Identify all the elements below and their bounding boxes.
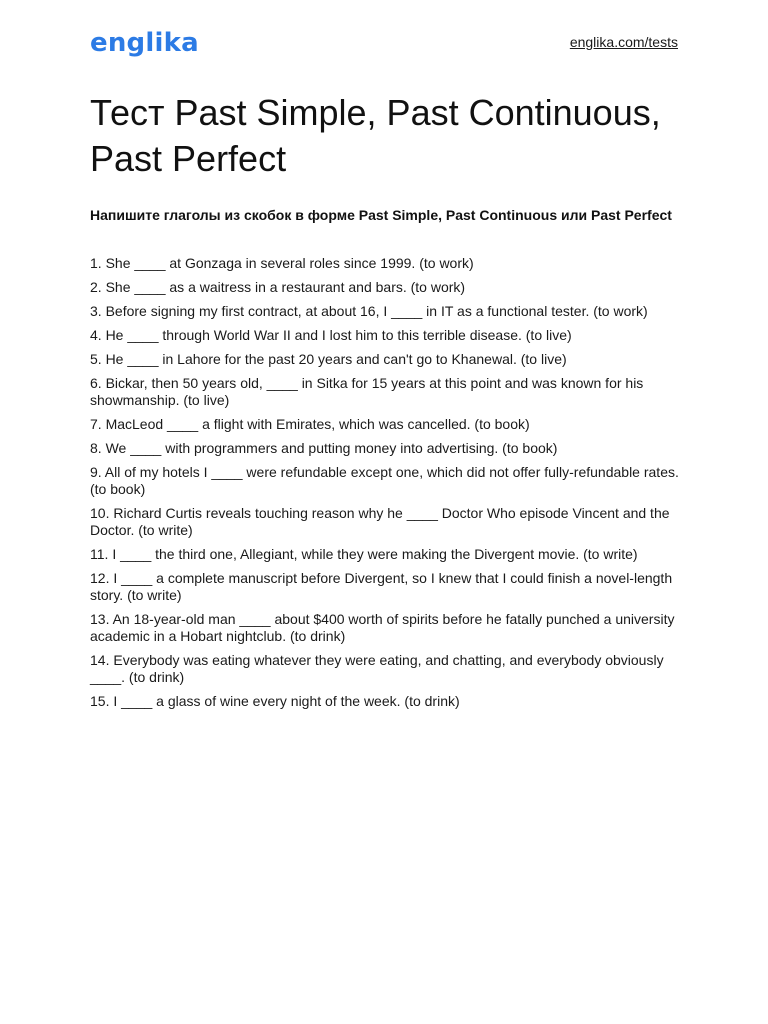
page-header [90, 26, 678, 66]
question-item: 6. Bickar, then 50 years old, ____ in Sitka for 15 years at this point and was known for his showmanship. (to live) [90, 375, 644, 408]
question-item: 4. He ____ through World War II and I lost him to this terrible disease. (to live) [90, 327, 572, 343]
question-item: 15. I ____ a glass of wine every night of the week. (to drink) [90, 693, 460, 709]
question-item: 9. All of my hotels I ____ were refundable except one, which did not offer fully-refundable rates. (to book) [90, 464, 679, 497]
englika-logo[interactable]: englika [90, 28, 199, 58]
site-link[interactable]: englika.com/tests [569, 34, 678, 50]
question-list [90, 255, 680, 717]
question-item: 13. An 18-year-old man ____ about $400 worth of spirits before he fatally punched a university academic in a Hobart nightclub. (to drink) [90, 611, 675, 644]
question-item: 5. He ____ in Lahore for the past 20 years and can't go to Khanewal. (to live) [90, 351, 567, 367]
question-item: 7. MacLeod ____ a flight with Emirates, which was cancelled. (to book) [90, 416, 530, 432]
question-item: 14. Everybody was eating whatever they were eating, and chatting, and everybody obviously ____. (to drink) [90, 652, 664, 685]
question-item: 11. I ____ the third one, Allegiant, while they were making the Divergent movie. (to write) [90, 546, 638, 562]
question-item: 12. I ____ a complete manuscript before Divergent, so I knew that I could finish a novel-length story. (to write) [90, 570, 673, 603]
question-item: 1. She ____ at Gonzaga in several roles since 1999. (to work) [90, 255, 474, 271]
question-item: 8. We ____ with programmers and putting money into advertising. (to book) [90, 440, 558, 456]
instructions: Напишите глаголы из скобок в форме Past Simple, Past Continuous или Past Perfect [90, 207, 672, 223]
page-title: Тест Past Simple, Past Continuous, Past Perfect [90, 92, 661, 179]
question-item: 2. She ____ as a waitress in a restaurant and bars. (to work) [90, 279, 466, 295]
question-item: 3. Before signing my first contract, at about 16, I ____ in IT as a functional tester. (to work) [90, 303, 648, 319]
question-item: 10. Richard Curtis reveals touching reason why he ____ Doctor Who episode Vincent and the Doctor. (to write) [90, 505, 670, 538]
